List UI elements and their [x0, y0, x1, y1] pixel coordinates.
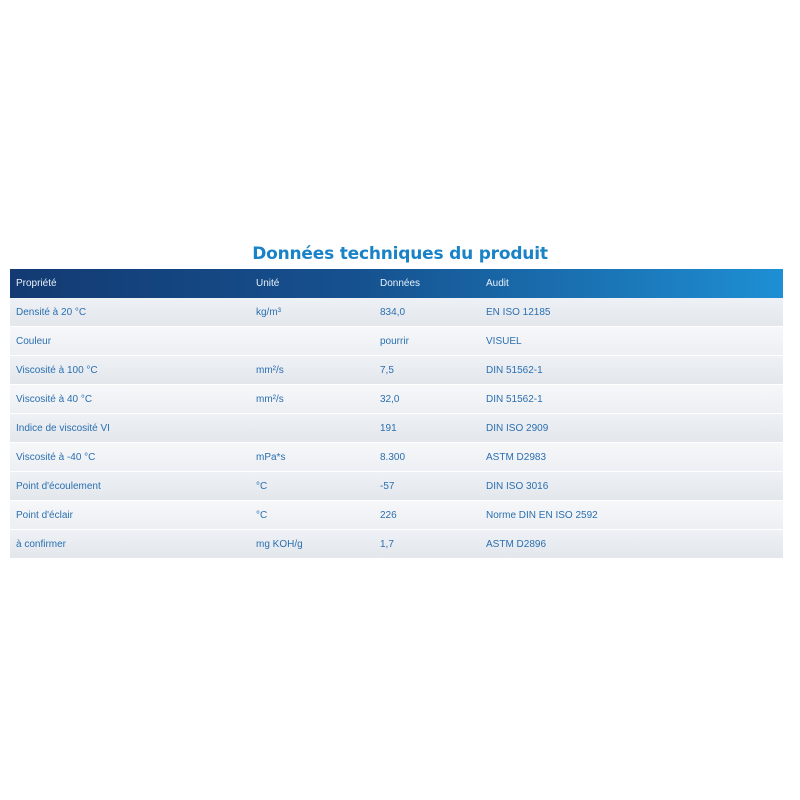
page-title: Données techniques du produit — [252, 244, 548, 264]
cell-value: 32,0 — [380, 393, 400, 405]
cell-value: pourrir — [380, 335, 409, 347]
cell-value: 7,5 — [380, 364, 394, 376]
cell-audit: DIN ISO 2909 — [486, 422, 549, 434]
cell-value: 834,0 — [380, 306, 406, 318]
cell-value: 8.300 — [380, 451, 406, 463]
cell-audit: ASTM D2983 — [486, 451, 547, 463]
cell-property: Viscosité à 40 °C — [16, 393, 93, 405]
table-row — [10, 356, 783, 385]
header-value: Données — [380, 278, 421, 289]
header-audit: Audit — [486, 278, 509, 289]
cell-unit: kg/m³ — [256, 306, 281, 318]
cell-property: Couleur — [16, 335, 52, 347]
cell-audit: DIN 51562-1 — [486, 364, 543, 376]
cell-unit: mPa*s — [256, 451, 286, 463]
table-row — [10, 443, 783, 472]
cell-audit: DIN ISO 3016 — [486, 480, 549, 492]
cell-unit: °C — [256, 509, 268, 521]
table-row — [10, 501, 783, 530]
cell-value: -57 — [380, 480, 395, 492]
table-row — [10, 385, 783, 414]
cell-value: 191 — [380, 422, 397, 434]
cell-value: 226 — [380, 509, 397, 521]
cell-audit: EN ISO 12185 — [486, 306, 551, 318]
cell-audit: ASTM D2896 — [486, 538, 547, 550]
cell-audit: Norme DIN EN ISO 2592 — [486, 509, 598, 521]
header-unit: Unité — [256, 278, 280, 289]
cell-unit: °C — [256, 480, 268, 492]
table-row — [10, 298, 783, 327]
cell-property: Point d'éclair — [16, 509, 73, 521]
cell-unit: mm²/s — [256, 364, 284, 376]
cell-unit: mg KOH/g — [256, 538, 303, 550]
table-row — [10, 530, 783, 559]
header-property: Propriété — [16, 278, 57, 289]
cell-unit: mm²/s — [256, 393, 284, 405]
cell-value: 1,7 — [380, 538, 394, 550]
cell-property: à confirmer — [16, 538, 67, 550]
cell-property: Indice de viscosité VI — [16, 422, 110, 434]
technical-data-table — [10, 269, 783, 559]
cell-property: Point d'écoulement — [16, 480, 101, 492]
cell-property: Densité à 20 °C — [16, 306, 87, 318]
table-row — [10, 327, 783, 356]
cell-property: Viscosité à 100 °C — [16, 364, 98, 376]
table-row — [10, 472, 783, 501]
table-header — [10, 269, 783, 298]
table-row — [10, 414, 783, 443]
cell-property: Viscosité à -40 °C — [16, 451, 96, 463]
cell-audit: DIN 51562-1 — [486, 393, 543, 405]
cell-audit: VISUEL — [486, 335, 522, 347]
